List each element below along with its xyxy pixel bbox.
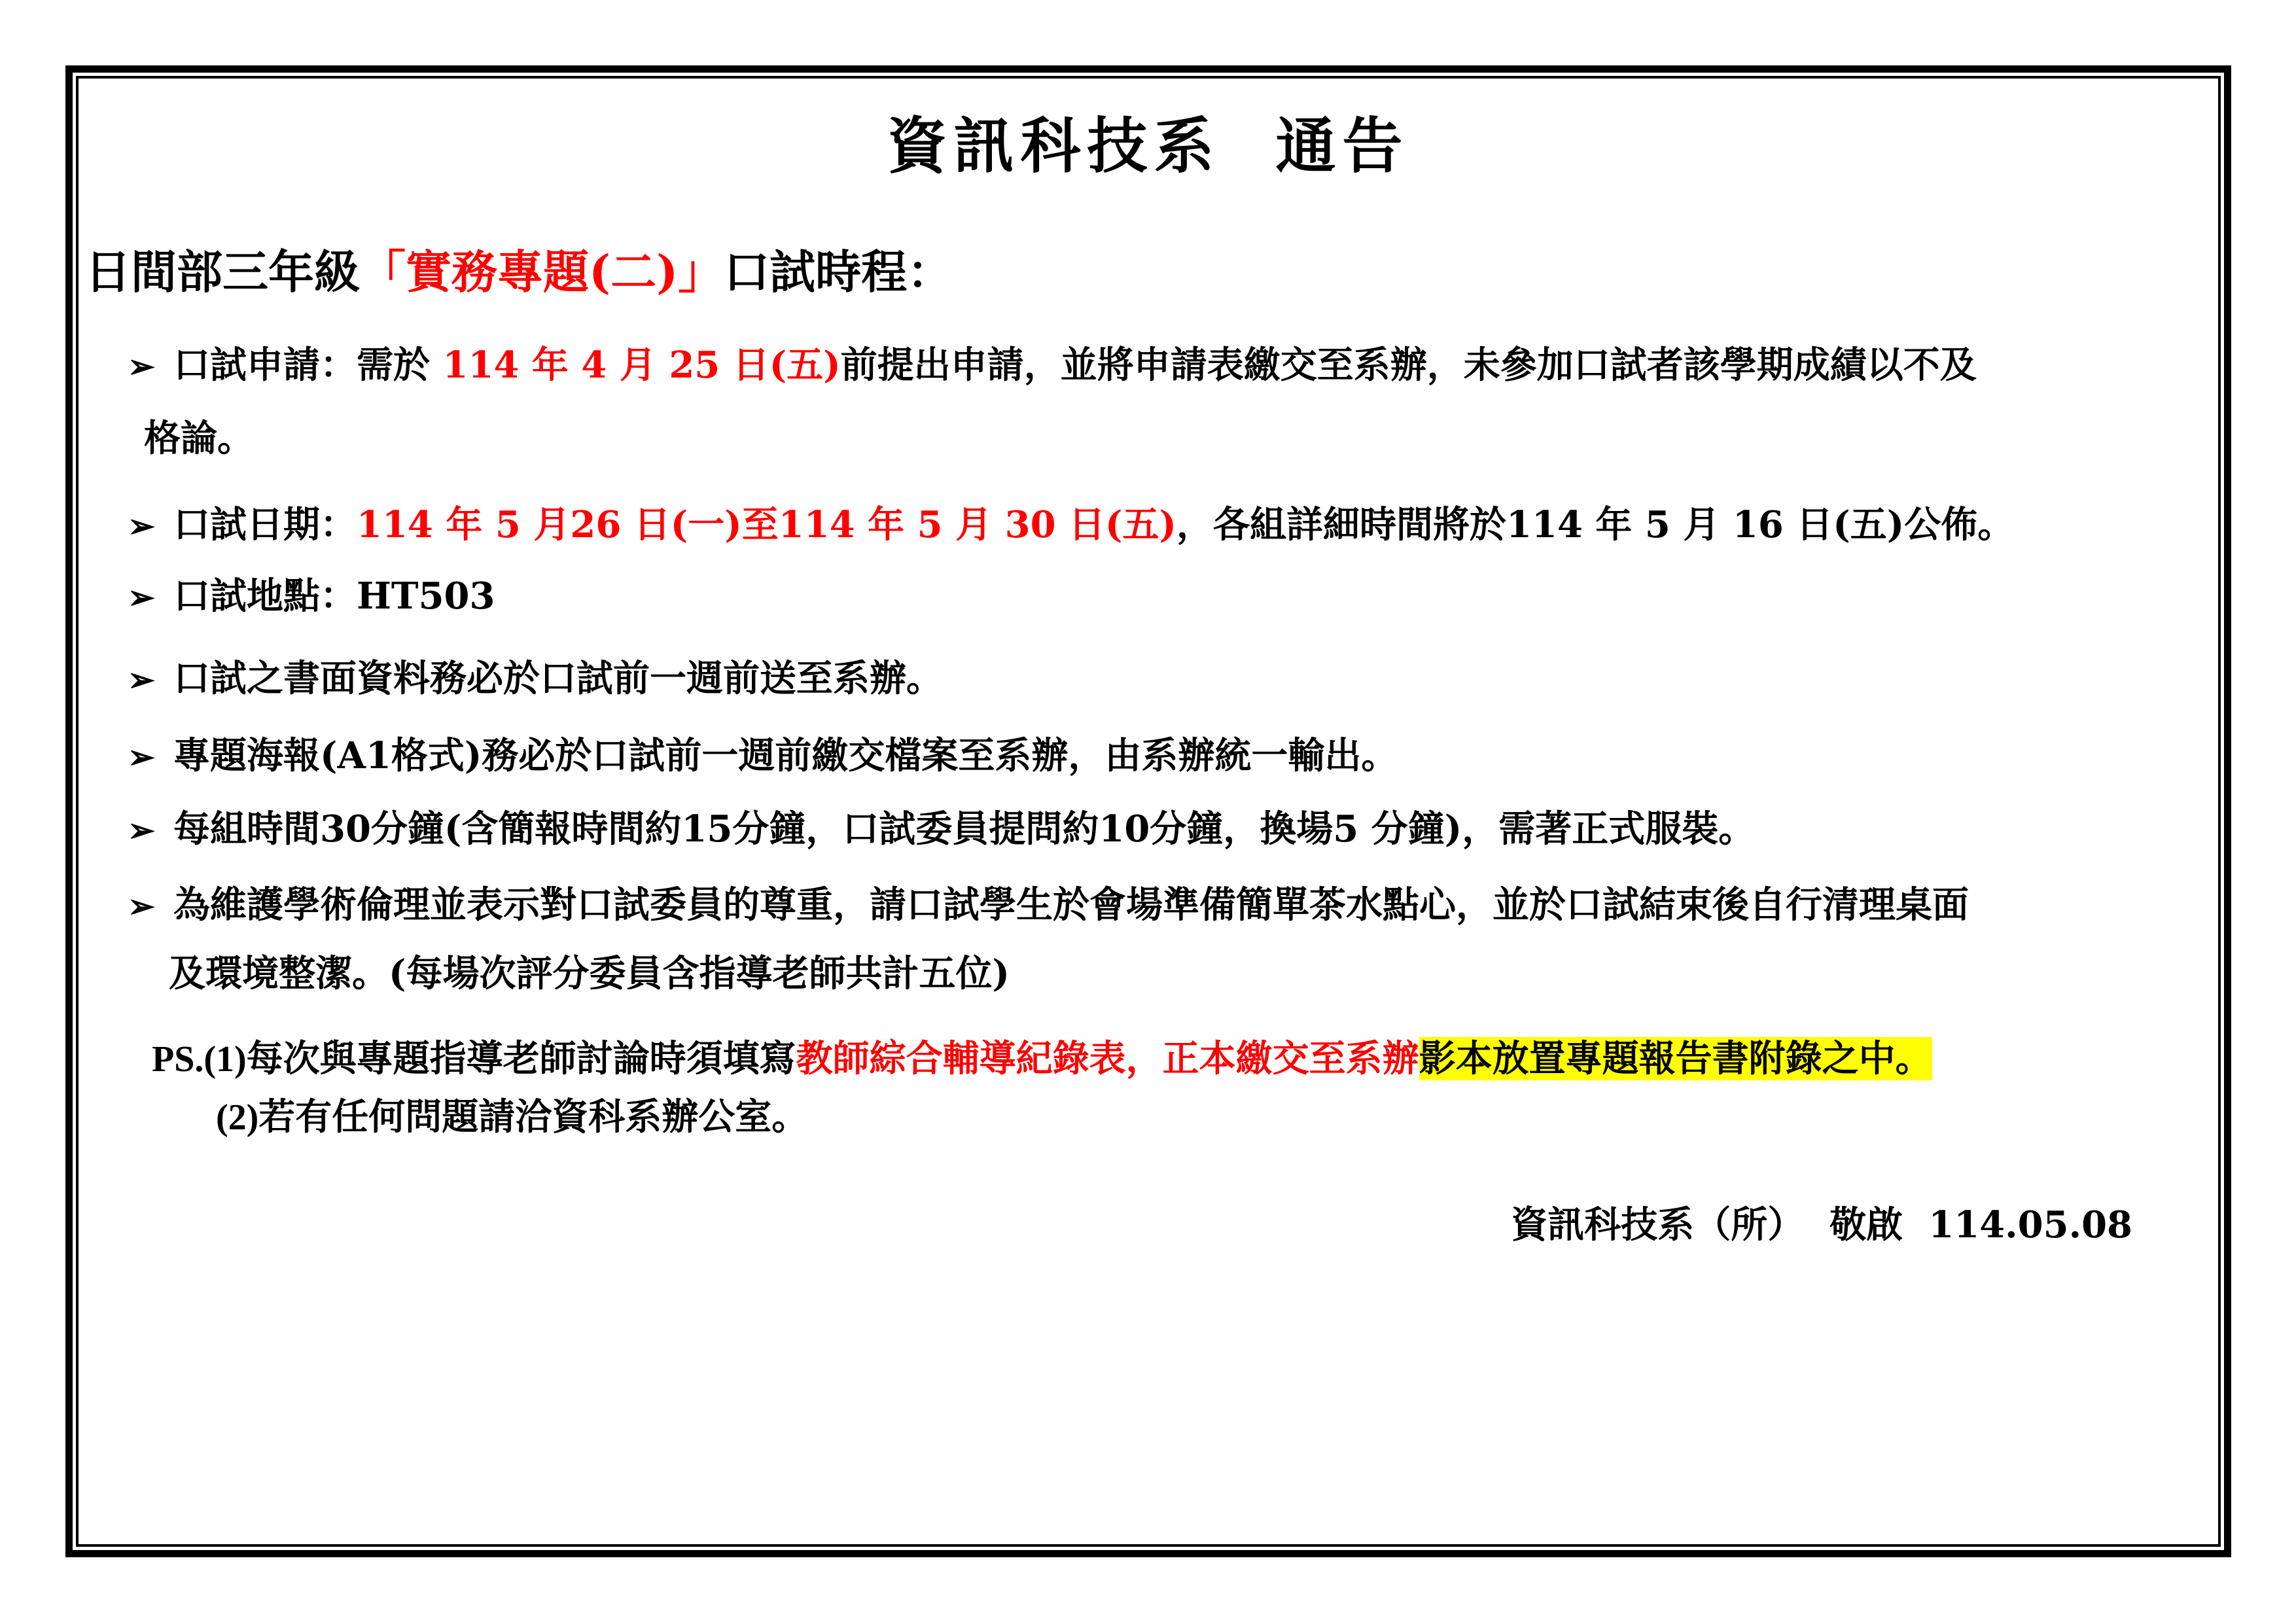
application-lead: 口試申請：需於 xyxy=(173,344,443,387)
item-time xyxy=(128,806,1755,853)
item-poster xyxy=(128,733,1398,780)
application-rest: 前提出申請，並將申請表繳交至系辦，未參加口試者該學期成績以不及 xyxy=(840,344,1977,387)
ps-note-2 xyxy=(216,1094,808,1140)
ps-text-1c: 影本放置專題報告書附錄之中。 xyxy=(1419,1037,1932,1080)
ps-label-1: PS.(1) xyxy=(152,1039,247,1080)
item-dates xyxy=(128,502,2014,549)
item-application-cont: 格論。 xyxy=(144,417,254,460)
dates-rest: ，各組詳細時間將於114 年 5 月 16 日(五)公佈。 xyxy=(1176,503,2015,546)
item-location xyxy=(128,573,495,620)
documents-text: 口試之書面資料務必於口試前一週前送至系辦。 xyxy=(173,657,943,700)
subtitle-suffix: 口試時程： xyxy=(724,245,953,299)
item-ethics xyxy=(128,882,1969,929)
subtitle-prefix: 日間部三年級 xyxy=(85,245,360,299)
dates-range: 114 年 5 月26 日(一)至114 年 5 月 30 日(五) xyxy=(357,503,1177,546)
bullet-arrow-icon: ➢ xyxy=(128,737,155,776)
ps-label-2: (2) xyxy=(216,1097,259,1138)
ethics-text: 為維護學術倫理並表示對口試委員的尊重，請口試學生於會場準備簡單茶水點心，並於口試結束後自行清理桌面 xyxy=(173,883,1969,927)
bullet-arrow-icon: ➢ xyxy=(128,887,155,925)
bullet-arrow-icon: ➢ xyxy=(128,347,155,385)
ps-note-1 xyxy=(152,1036,1932,1082)
item-ethics-cont: 及環境整潔。(每場次評分委員含指導老師共計五位) xyxy=(169,952,1010,995)
subtitle-course: 「實務專題(二)」 xyxy=(360,245,724,299)
ps-text-2: 若有任何問題請洽資科系辦公室。 xyxy=(258,1095,809,1139)
ps-text-1b: 教師綜合輔導紀錄表，正本繳交至系辦 xyxy=(796,1037,1419,1080)
time-text: 每組時間30分鐘(含簡報時間約15分鐘，口試委員提問約10分鐘，換場5 分鐘)，需著正式服裝。 xyxy=(173,807,1756,851)
signature: 資訊科技系（所） 敬啟 114.05.08 xyxy=(1511,1203,2132,1246)
application-deadline: 114 年 4 月 25 日(五) xyxy=(442,344,841,387)
item-application xyxy=(128,342,1977,389)
bullet-arrow-icon: ➢ xyxy=(128,660,155,699)
location-text: 口試地點：HT503 xyxy=(173,574,495,618)
ps-text-1a: 每次與專題指導老師討論時須填寫 xyxy=(246,1037,796,1080)
bullet-arrow-icon: ➢ xyxy=(128,578,155,616)
dates-lead: 口試日期： xyxy=(173,503,357,546)
notice-title: 資訊科技系 通告 xyxy=(887,111,1409,181)
poster-text: 專題海報(A1格式)務必於口試前一週前繳交檔案至系辦，由系辦統一輸出。 xyxy=(173,734,1398,777)
notice-subtitle xyxy=(85,236,953,302)
item-documents xyxy=(128,656,943,703)
bullet-arrow-icon: ➢ xyxy=(128,506,155,545)
bullet-arrow-icon: ➢ xyxy=(128,811,155,849)
